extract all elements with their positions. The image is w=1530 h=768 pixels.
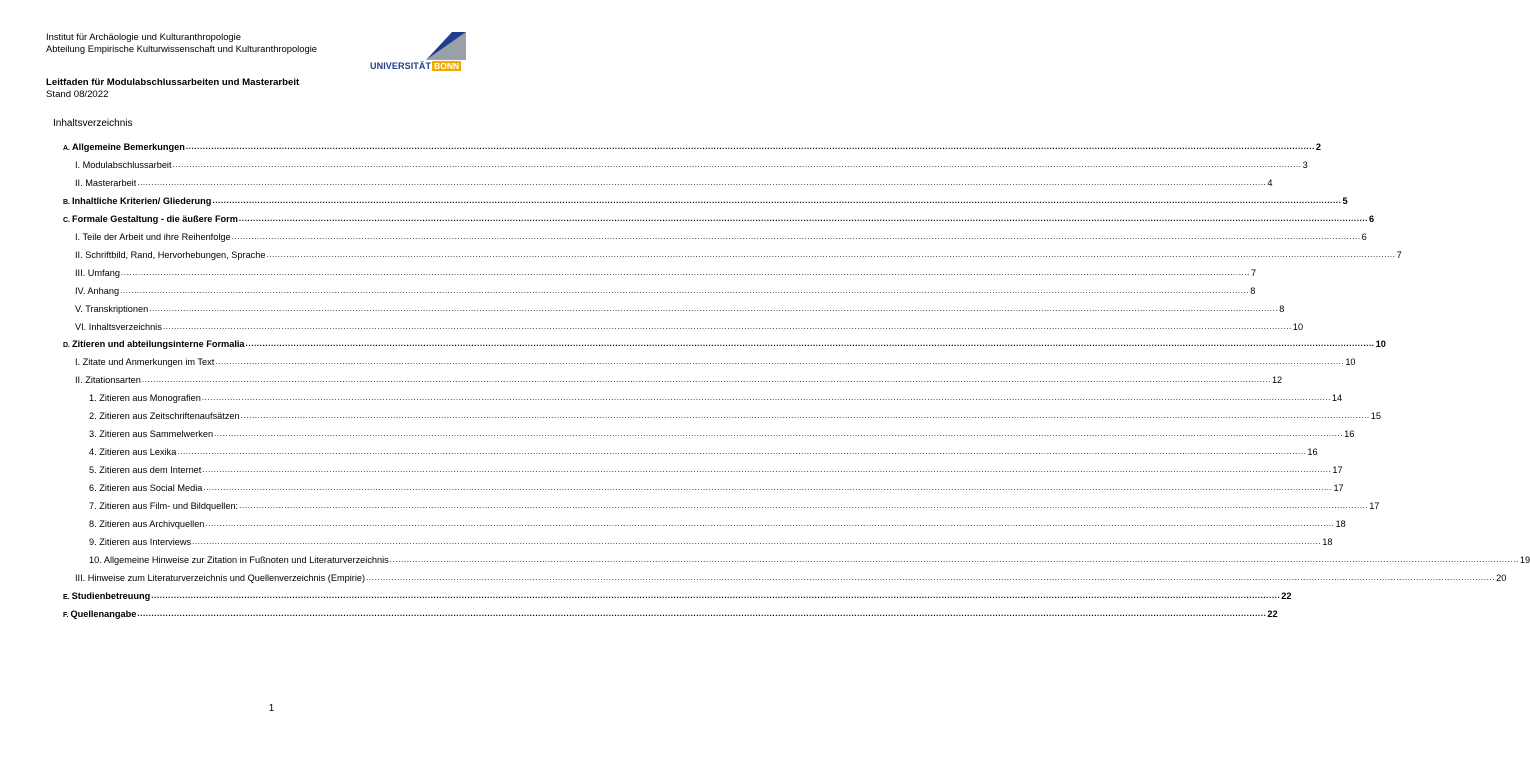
toc-leader-dots: ................................................................................................................................................................................................................................................................................................................................................................................................................: [205, 518, 1335, 528]
toc-entry-text: 2. Zitieren aus Zeitschriftenaufsätzen: [89, 411, 240, 422]
toc-leader-dots: ................................................................................................................................................................................................................................................................................................................................................................................................................: [141, 375, 1271, 385]
toc-entry-text: Formale Gestaltung - die äußere Form: [72, 213, 238, 224]
toc-entry-label: [89, 393, 201, 403]
toc-entry-label: [75, 160, 172, 170]
toc-leader-dots: ................................................................................................................................................................................................................................................................................................................................................................................................................: [151, 590, 1281, 600]
toc-entry-page: 17: [1369, 501, 1380, 511]
toc-entry[interactable]: [89, 407, 1381, 422]
toc-entry[interactable]: [75, 353, 1356, 368]
toc-leader-dots: ................................................................................................................................................................................................................................................................................................................................................................................................................: [203, 483, 1333, 493]
toc-entry[interactable]: [89, 443, 1318, 458]
toc-entry-text: I. Zitate und Anmerkungen im Text: [75, 357, 215, 368]
toc-entry-page: 6: [1361, 231, 1367, 242]
toc-entry-text: III. Umfang: [75, 267, 120, 278]
toc-entry[interactable]: [89, 425, 1355, 440]
toc-entry-page: 18: [1335, 518, 1346, 529]
toc-entry[interactable]: [63, 210, 1375, 224]
logo-word: UNIVERSITÄT: [370, 61, 432, 71]
toc-entry[interactable]: [75, 264, 1257, 278]
toc-entry[interactable]: [75, 174, 1273, 188]
toc-entry-page: 10: [1292, 321, 1304, 332]
toc-leader-dots: ................................................................................................................................................................................................................................................................................................................................................................................................................: [137, 177, 1267, 187]
document-title-block: [46, 77, 299, 101]
toc-entry[interactable]: [63, 605, 1278, 619]
toc-entry[interactable]: [89, 497, 1380, 511]
toc-leader-dots: ................................................................................................................................................................................................................................................................................................................................................................................................................: [245, 339, 1375, 349]
department-name: Abteilung Empirische Kulturwissenschaft und Kulturanthropologie: [46, 43, 317, 54]
toc-entry-text: I. Modulabschlussarbeit: [75, 159, 172, 170]
logo-bonn: BONN: [434, 61, 460, 71]
toc-entry[interactable]: [89, 479, 1344, 494]
toc-leader-dots: ................................................................................................................................................................................................................................................................................................................................................................................................................: [231, 231, 1361, 241]
toc-entry-page: 15: [1370, 411, 1381, 422]
toc-entry-label: [89, 447, 176, 457]
toc-entry-text: 9. Zitieren aus Interviews: [89, 536, 192, 547]
toc-entry-label: [63, 142, 185, 152]
toc-leader-dots: ................................................................................................................................................................................................................................................................................................................................................................................................................: [215, 357, 1345, 367]
document-title: Leitfaden für Modulabschlussarbeiten und Masterarbeit: [46, 77, 300, 88]
toc-entry-text: 7. Zitieren aus Film- und Bildquellen:: [89, 501, 239, 511]
toc-entry-label: [75, 178, 136, 188]
toc-leader-dots: ................................................................................................................................................................................................................................................................................................................................................................................................................: [201, 393, 1331, 403]
toc-leader-dots: ................................................................................................................................................................................................................................................................................................................................................................................................................: [120, 267, 1250, 277]
toc-entry-text: Zitieren und abteilungsinterne Formalia: [72, 339, 245, 350]
toc-leader-dots: ................................................................................................................................................................................................................................................................................................................................................................................................................: [212, 195, 1342, 205]
page-number: 1: [268, 703, 275, 714]
university-logo: [370, 32, 466, 72]
toc-entry-text: I. Teile der Arbeit und ihre Reihenfolge: [75, 231, 231, 242]
toc-leader-dots: ................................................................................................................................................................................................................................................................................................................................................................................................................: [120, 285, 1250, 295]
toc-entry[interactable]: [89, 533, 1333, 547]
toc-entry-label: [75, 375, 141, 385]
toc-leader-dots: ................................................................................................................................................................................................................................................................................................................................................................................................................: [149, 303, 1279, 313]
toc-entry-text: 10. Allgemeine Hinweise zur Zitation in Fußnoten und Literaturverzeichnis: [89, 554, 389, 565]
toc-entry[interactable]: [75, 318, 1304, 332]
toc-entry-text: 3. Zitieren aus Sammelwerken: [89, 429, 214, 440]
institute-block: [46, 31, 317, 55]
toc-leader-dots: ................................................................................................................................................................................................................................................................................................................................................................................................................: [239, 501, 1369, 510]
toc-entry-page: 3: [1302, 159, 1308, 170]
toc-entry-page: 8: [1250, 285, 1256, 296]
toc-leader-dots: ................................................................................................................................................................................................................................................................................................................................................................................................................: [366, 572, 1496, 582]
toc-entry-text: IV. Anhang: [75, 285, 120, 296]
toc-entry-letter: A.: [63, 145, 70, 152]
toc-entry-text: VI. Inhaltsverzeichnis: [75, 321, 162, 332]
toc-entry-page: 16: [1307, 447, 1318, 458]
toc-entry-label: [75, 573, 365, 583]
toc-entry-label: [89, 519, 204, 529]
toc-entry-page: 7: [1396, 249, 1402, 260]
toc-leader-dots: ................................................................................................................................................................................................................................................................................................................................................................................................................: [240, 411, 1370, 421]
toc-leader-dots: ................................................................................................................................................................................................................................................................................................................................................................................................................: [389, 554, 1519, 564]
toc-leader-dots: ................................................................................................................................................................................................................................................................................................................................................................................................................: [172, 159, 1302, 169]
toc-leader-dots: ................................................................................................................................................................................................................................................................................................................................................................................................................: [137, 608, 1267, 618]
toc-entry-page: 20: [1496, 572, 1507, 583]
toc-entry-text: Inhaltliche Kriterien/ Gliederung: [72, 195, 212, 206]
logo-wordmark: [370, 61, 461, 71]
toc-entry-label: [75, 250, 266, 260]
toc-entry-page: 16: [1344, 429, 1355, 440]
toc-entry[interactable]: [75, 156, 1308, 170]
toc-entry-page: 14: [1331, 393, 1343, 404]
toc-entry-label: [63, 339, 245, 349]
toc-entry-label: [89, 465, 201, 475]
toc-entry-text: II. Zitationsarten: [75, 375, 141, 386]
toc-entry[interactable]: [89, 515, 1346, 529]
toc-entry-page: 5: [1342, 195, 1348, 206]
toc-entry-label: [75, 304, 148, 314]
toc-entry-text: 1. Zitieren aus Monografien: [89, 393, 201, 404]
toc-entry-page: 22: [1267, 608, 1278, 619]
toc-entry-page: 10: [1345, 357, 1356, 368]
toc-entry-label: [89, 411, 240, 421]
toc-entry-page: 10: [1375, 339, 1386, 350]
toc-leader-dots: ................................................................................................................................................................................................................................................................................................................................................................................................................: [177, 447, 1307, 457]
toc-entry-page: 4: [1267, 177, 1273, 188]
toc-leader-dots: ................................................................................................................................................................................................................................................................................................................................................................................................................: [192, 536, 1322, 546]
toc-entry[interactable]: [89, 389, 1343, 404]
toc-leader-dots: ................................................................................................................................................................................................................................................................................................................................................................................................................: [162, 321, 1292, 331]
toc-entry-text: Allgemeine Bemerkungen: [72, 142, 185, 152]
toc-entry-label: [63, 196, 211, 206]
toc-leader-dots: ................................................................................................................................................................................................................................................................................................................................................................................................................: [202, 465, 1332, 475]
toc-entry-page: 17: [1332, 465, 1343, 476]
toc-entry[interactable]: [89, 551, 1530, 565]
toc-entry-page: 2: [1315, 142, 1322, 152]
toc-entry[interactable]: [75, 228, 1367, 242]
toc-heading: Inhaltsverzeichnis: [53, 118, 133, 129]
toc-entry-page: 12: [1271, 375, 1283, 386]
toc-entry-label: [75, 322, 162, 332]
toc-entry-label: [89, 555, 389, 565]
toc-entry-label: [75, 357, 214, 367]
toc-entry-text: Studienbetreuung: [71, 590, 151, 601]
toc-entry-label: [63, 591, 150, 601]
toc-entry-text: 6. Zitieren aus Social Media: [89, 483, 203, 494]
toc-entry-label: [89, 501, 238, 511]
toc-entry[interactable]: [75, 569, 1507, 583]
toc-entry-page: 6: [1368, 213, 1375, 224]
institute-name: Institut für Archäologie und Kulturanthropologie: [46, 31, 241, 42]
toc-entry-label: [63, 214, 238, 224]
toc-entry-label: [63, 609, 136, 619]
toc-entry-label: [89, 537, 191, 547]
toc-entry-text: III. Hinweise zum Literaturverzeichnis und Quellenverzeichnis (Empirie): [75, 572, 366, 583]
toc-entry[interactable]: [63, 335, 1386, 350]
toc-entry-page: 22: [1281, 590, 1292, 601]
logo-triangle-icon: [426, 32, 466, 60]
toc-entry[interactable]: [75, 300, 1285, 314]
toc-entry-page: 7: [1251, 267, 1257, 278]
toc-entry[interactable]: [63, 138, 1322, 152]
toc-entry-page: 17: [1333, 483, 1344, 494]
document-date: Stand 08/2022: [46, 89, 109, 100]
toc-entry-letter: B.: [63, 198, 70, 206]
toc-entry-text: 5. Zitieren aus dem Internet: [89, 465, 202, 476]
toc-entry-text: Quellenangabe: [70, 608, 137, 619]
toc-entry-text: 8. Zitieren aus Archivquellen: [89, 518, 205, 529]
toc-entry-page: 18: [1322, 536, 1333, 547]
toc-entry-label: [75, 268, 120, 278]
toc-entry-text: 4. Zitieren aus Lexika: [89, 447, 177, 458]
toc-entry-letter: F.: [63, 611, 69, 619]
toc-entry-letter: E.: [63, 593, 70, 601]
toc-entry-page: 8: [1279, 303, 1285, 314]
toc-entry[interactable]: [75, 282, 1256, 296]
toc-entry-label: [75, 286, 119, 296]
toc-entry-label: [89, 429, 213, 439]
toc-entry[interactable]: [63, 587, 1292, 601]
toc-entry-letter: C.: [63, 216, 70, 224]
toc-leader-dots: ................................................................................................................................................................................................................................................................................................................................................................................................................: [238, 213, 1368, 223]
toc-entry-page: 19: [1519, 554, 1530, 565]
toc-entry[interactable]: [89, 461, 1343, 476]
toc-leader-dots: ................................................................................................................................................................................................................................................................................................................................................................................................................: [214, 429, 1344, 439]
toc-entry-text: II. Schriftbild, Rand, Hervorhebungen, Sprache: [75, 249, 266, 260]
toc-entry-text: II. Masterarbeit: [75, 177, 137, 188]
toc-entry-label: [75, 232, 231, 242]
toc-leader-dots: ................................................................................................................................................................................................................................................................................................................................................................................................................: [185, 142, 1315, 151]
toc-entry[interactable]: [75, 246, 1402, 260]
toc-leader-dots: ................................................................................................................................................................................................................................................................................................................................................................................................................: [266, 249, 1396, 259]
toc-entry-label: [89, 483, 202, 493]
toc-entry-letter: D.: [63, 342, 70, 350]
toc-entry[interactable]: [63, 192, 1348, 206]
toc-entry-text: V. Transkriptionen: [75, 303, 149, 314]
toc-entry[interactable]: [75, 371, 1283, 386]
